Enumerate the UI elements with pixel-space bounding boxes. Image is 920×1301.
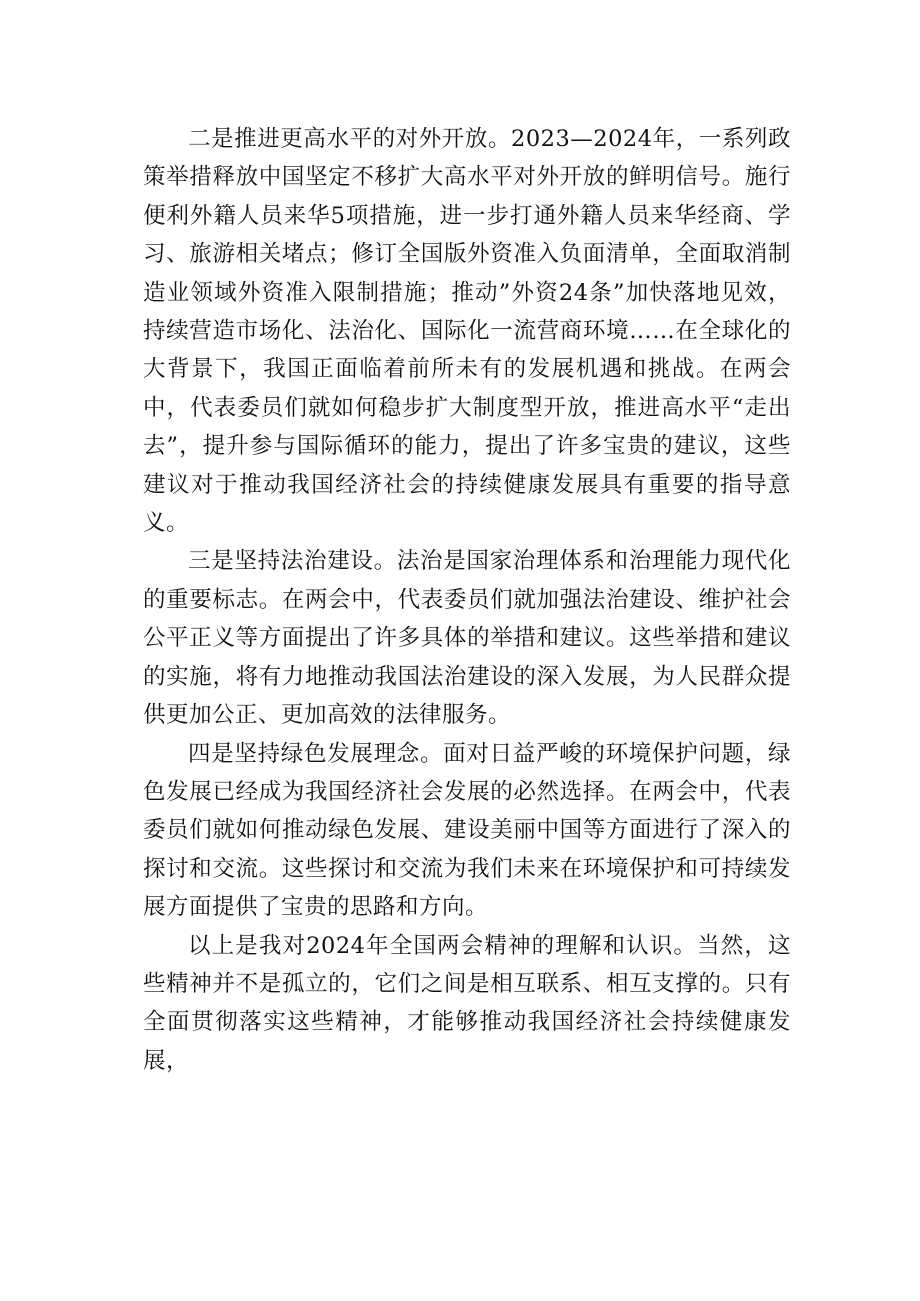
document-body [143, 120, 791, 1080]
paragraph-rule-of-law: 三是坚持法治建设。法治是国家治理体系和治理能力现代化的重要标志。在两会中，代表委员们就加强法治建设、维护社会公平正义等方面提出了许多具体的举措和建议。这些举措和建议的实施，将有力地推动我国法治建设的深入发展，为人民群众提供更加公正、更加高效的法律服务。 [143, 548, 791, 729]
paragraph-opening-up: 二是推进更高水平的对外开放。2023—2024年，一系列政策举措释放中国坚定不移扩大高水平对外开放的鲜明信号。施行便利外籍人员来华5项措施，进一步打通外籍人员来华经商、学习、旅游相关堵点；修订全国版外资准入负面清单，全面取消制造业领域外资准入限制措施；推动”外资24条”加快落地见效，持续营造市场化、法治化、国际化一流营商环境……在全球化的大背景下，我国正面临着前所未有的发展机遇和挑战。在两会中，代表委员们就如何稳步扩大制度型开放，推进高水平“走出去”，提升参与国际循环的能力，提出了许多宝贵的建议，这些建议对于推动我国经济社会的持续健康发展具有重要的指导意义。 [143, 126, 791, 537]
paragraph-conclusion: 以上是我对2024年全国两会精神的理解和认识。当然，这些精神并不是孤立的，它们之间是相互联系、相互支撑的。只有全面贯彻落实这些精神，才能够推动我国经济社会持续健康发展， [143, 932, 791, 1074]
paragraph-green-development: 四是坚持绿色发展理念。面对日益严峻的环境保护问题，绿色发展已经成为我国经济社会发展的必然选择。在两会中，代表委员们就如何推动绿色发展、建设美丽中国等方面进行了深入的探讨和交流。这些探讨和交流为我们未来在环境保护和可持续发展方面提供了宝贵的思路和方向。 [143, 740, 791, 921]
